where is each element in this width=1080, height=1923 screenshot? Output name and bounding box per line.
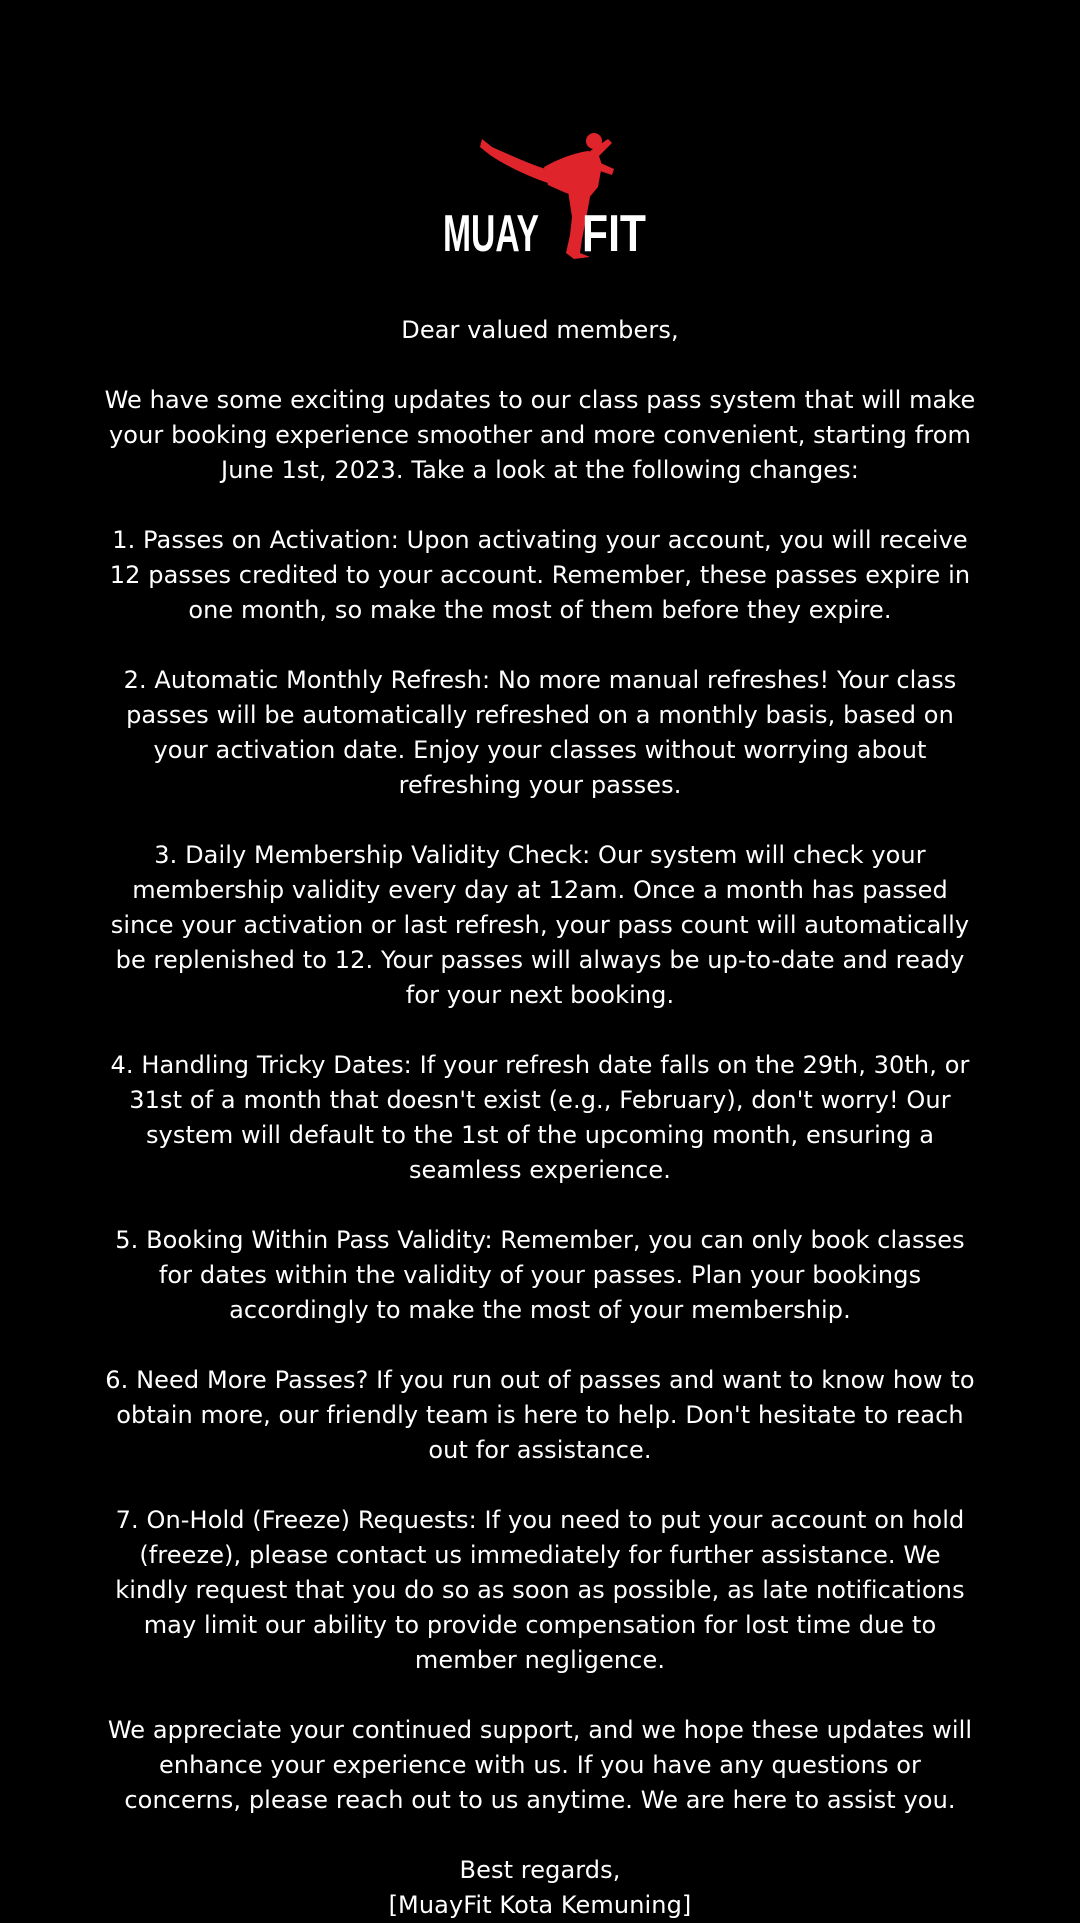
letter-signoff: Best regards, [459, 1856, 621, 1884]
announcement-letter [100, 313, 980, 1923]
brand-word-right: FIT [582, 205, 647, 263]
letter-closing: We appreciate your continued support, and we hope these updates will enhance your experience with us. If you have any questions or concerns, please reach out to us anytime. We are here to assist you. [107, 1716, 973, 1814]
list-item: 2. Automatic Monthly Refresh: No more manual refreshes! Your class passes will be automatically refreshed on a monthly basis, based on your activation date. Enjoy your classes without worrying about refreshing your passes. [123, 666, 957, 799]
list-item: 4. Handling Tricky Dates: If your refresh date falls on the 29th, 30th, or 31st of a month that doesn't exist (e.g., February), don't worry! Our system will default to the 1st of the upcoming month, ensuring a seamless experience. [110, 1051, 970, 1184]
kickboxer-silhouette-icon [440, 125, 650, 263]
list-item: 3. Daily Membership Validity Check: Our system will check your membership validity every day at 12am. Once a month has passed since your activation or last refresh, your pass count will automatically be replenished to 12. Your passes will always be up-to-date and ready for your next booking. [110, 841, 970, 1009]
letter-greeting: Dear valued members, [401, 316, 679, 344]
list-item: 5. Booking Within Pass Validity: Remember, you can only book classes for dates within the validity of your passes. Plan your bookings accordingly to make the most of your membership. [115, 1226, 965, 1324]
list-item: 7. On-Hold (Freeze) Requests: If you need to put your account on hold (freeze), please contact us immediately for further assistance. We kindly request that you do so as soon as possible, as late notifications may limit our ability to provide compensation for lost time due to member negligence. [115, 1506, 965, 1674]
list-item: 1. Passes on Activation: Upon activating your account, you will receive 12 passes credited to your account. Remember, these passes expire in one month, so make the most of them before they expire. [109, 526, 971, 624]
list-item: 6. Need More Passes? If you run out of passes and want to know how to obtain more, our friendly team is here to help. Don't hesitate to reach out for assistance. [105, 1366, 975, 1464]
brand-logo [0, 125, 1080, 263]
letter-signature: [MuayFit Kota Kemuning] [388, 1891, 692, 1919]
brand-word-left: MUAY [443, 205, 539, 263]
letter-intro: We have some exciting updates to our class pass system that will make your booking experience smoother and more convenient, starting from June 1st, 2023. Take a look at the following changes: [104, 386, 976, 484]
